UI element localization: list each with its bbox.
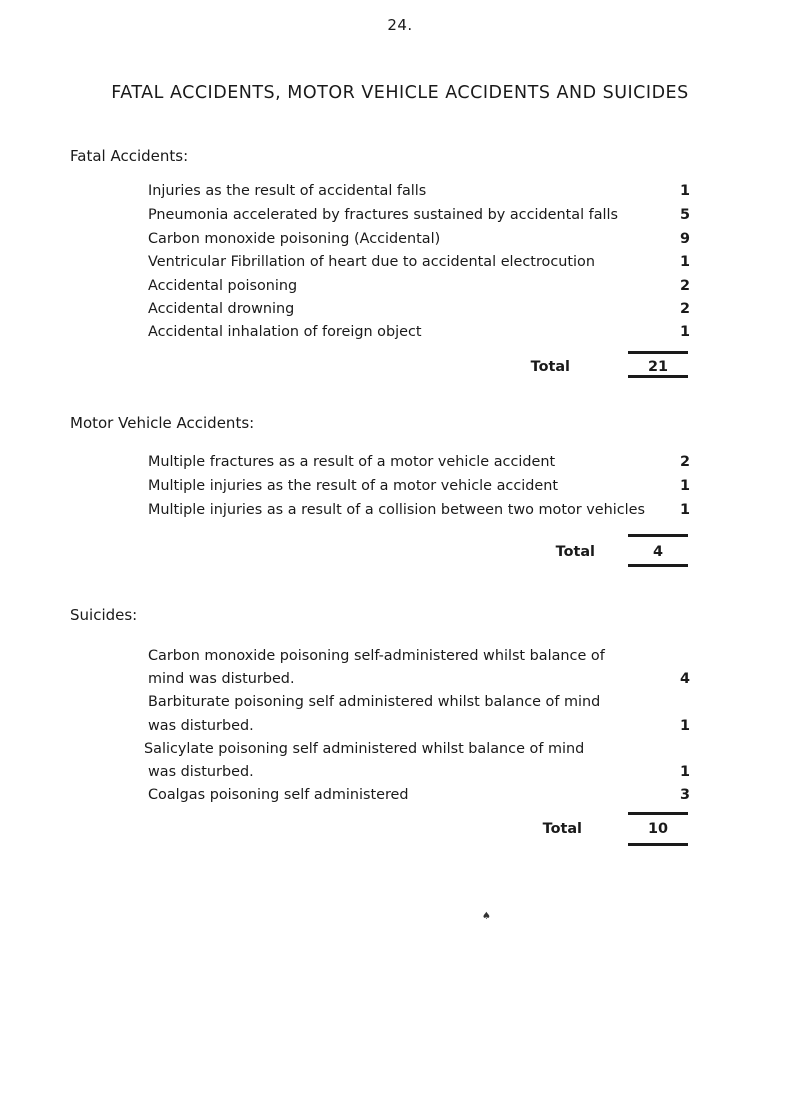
fatal-accident-row bbox=[148, 276, 690, 296]
suicide-label: mind was disturbed. bbox=[148, 671, 295, 687]
motor-vehicle-accidents-heading: Motor Vehicle Accidents: bbox=[70, 414, 255, 432]
motor-vehicle-label: Multiple injuries as a result of a collision between two motor vehicles bbox=[148, 502, 646, 518]
suicide-label: was disturbed. bbox=[148, 718, 254, 734]
page-title: FATAL ACCIDENTS, MOTOR VEHICLE ACCIDENTS AND SUICIDES bbox=[111, 83, 689, 103]
fatal-accidents-total-label: Total bbox=[530, 359, 570, 375]
suicide-label: Salicylate poisoning self administered whilst balance of mind bbox=[144, 741, 585, 757]
suicide-row bbox=[148, 646, 690, 666]
fatal-accidents-heading: Fatal Accidents: bbox=[70, 147, 189, 165]
motor-vehicle-count: 1 bbox=[679, 502, 690, 518]
suicides-heading: Suicides: bbox=[70, 606, 138, 624]
fatal-accident-row bbox=[148, 181, 690, 201]
suicide-count: 1 bbox=[679, 718, 690, 734]
fatal-accident-row bbox=[148, 299, 690, 319]
motor-vehicle-count: 2 bbox=[679, 454, 690, 470]
total-rule-top bbox=[628, 812, 688, 815]
motor-vehicle-label: Multiple fractures as a result of a motor vehicle accident bbox=[148, 454, 556, 470]
fatal-accident-row bbox=[148, 252, 690, 272]
print-speck-mark: ♠ bbox=[482, 911, 491, 922]
fatal-accident-row bbox=[148, 229, 690, 249]
fatal-accident-label: Pneumonia accelerated by fractures sustained by accidental falls bbox=[148, 207, 619, 223]
fatal-accident-label: Accidental poisoning bbox=[148, 278, 298, 294]
suicide-count: 1 bbox=[679, 764, 690, 780]
suicide-count: 3 bbox=[679, 787, 690, 803]
suicide-row bbox=[148, 762, 690, 782]
suicides-total-label: Total bbox=[542, 821, 582, 837]
suicide-row bbox=[148, 692, 690, 712]
fatal-accident-row bbox=[148, 322, 690, 342]
motor-vehicle-total-value: 4 bbox=[652, 544, 663, 560]
motor-vehicle-row bbox=[148, 452, 690, 472]
fatal-accident-label: Accidental inhalation of foreign object bbox=[148, 324, 422, 340]
suicide-row bbox=[144, 739, 690, 759]
suicide-count: 4 bbox=[679, 671, 690, 687]
fatal-accident-count: 2 bbox=[679, 278, 690, 294]
fatal-accident-row bbox=[148, 205, 690, 225]
fatal-accident-count: 2 bbox=[679, 301, 690, 317]
page-number: 24. bbox=[387, 16, 413, 34]
total-rule-top bbox=[628, 534, 688, 537]
fatal-accidents-total-value: 21 bbox=[647, 359, 669, 375]
total-rule-bottom bbox=[628, 564, 688, 567]
fatal-accident-label: Carbon monoxide poisoning (Accidental) bbox=[148, 231, 441, 247]
total-rule-bottom bbox=[628, 375, 688, 378]
suicide-label: Carbon monoxide poisoning self-administered whilst balance of bbox=[148, 648, 605, 664]
fatal-accident-label: Accidental drowning bbox=[148, 301, 295, 317]
motor-vehicle-count: 1 bbox=[679, 478, 690, 494]
motor-vehicle-total-label: Total bbox=[555, 544, 595, 560]
fatal-accident-label: Injuries as the result of accidental falls bbox=[148, 183, 427, 199]
suicides-total-value: 10 bbox=[647, 821, 669, 837]
suicide-row bbox=[148, 716, 690, 736]
suicide-label: Barbiturate poisoning self administered whilst balance of mind bbox=[148, 694, 601, 710]
fatal-accident-count: 9 bbox=[679, 231, 690, 247]
motor-vehicle-row bbox=[148, 476, 690, 496]
suicide-label: Coalgas poisoning self administered bbox=[148, 787, 409, 803]
motor-vehicle-row bbox=[148, 500, 690, 520]
fatal-accident-count: 1 bbox=[679, 183, 690, 199]
fatal-accident-count: 5 bbox=[679, 207, 690, 223]
fatal-accident-label: Ventricular Fibrillation of heart due to accidental electrocution bbox=[148, 254, 595, 270]
motor-vehicle-label: Multiple injuries as the result of a motor vehicle accident bbox=[148, 478, 558, 494]
total-rule-top bbox=[628, 351, 688, 354]
fatal-accident-count: 1 bbox=[679, 324, 690, 340]
suicide-row bbox=[148, 669, 690, 689]
fatal-accident-count: 1 bbox=[679, 254, 690, 270]
suicide-row bbox=[148, 785, 690, 805]
total-rule-bottom bbox=[628, 843, 688, 846]
suicide-label: was disturbed. bbox=[148, 764, 254, 780]
